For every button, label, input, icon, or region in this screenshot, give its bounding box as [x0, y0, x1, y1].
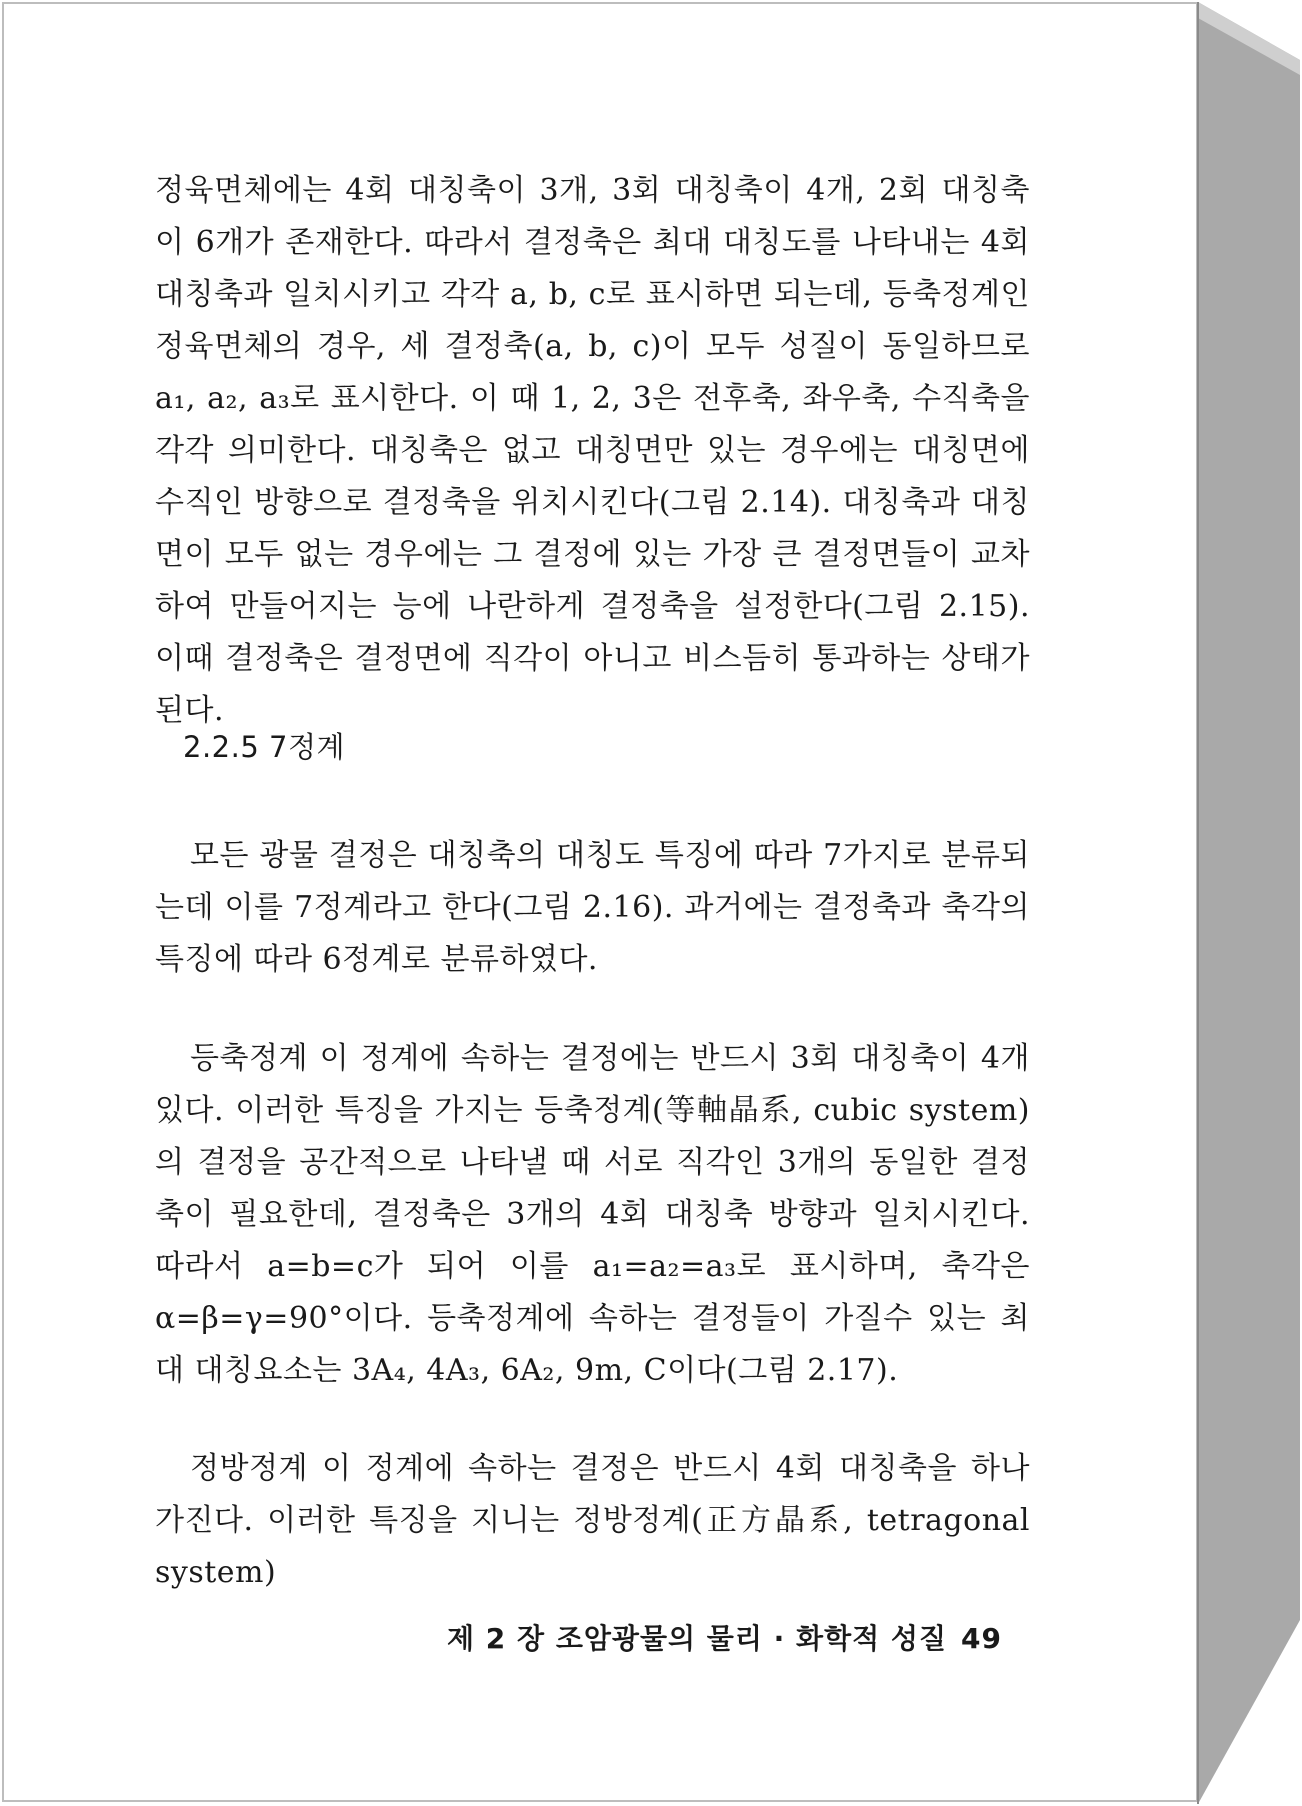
- paragraph-text: 정방정계 이 정계에 속하는 결정은 반드시 4회 대칭축을 하나 가진다. 이러한 특징을 지니는 정방정계(正方晶系, tetragonal system): [155, 1451, 1030, 1590]
- section-heading: 2.2.5 7정계: [183, 730, 345, 764]
- paragraph-seven-systems: [155, 830, 1030, 986]
- paragraph-cubic-system: [155, 1033, 1030, 1397]
- paragraph-text: 모든 광물 결정은 대칭축의 대칭도 특징에 따라 7가지로 분류되는데 이를 7정계라고 한다(그림 2.16). 과거에는 결정축과 축각의 특징에 따라 6정계로 분류하였다.: [155, 838, 1030, 977]
- paragraph-text: 정육면체에는 4회 대칭축이 3개, 3회 대칭축이 4개, 2회 대칭축이 6개가 존재한다. 따라서 결정축은 최대 대칭도를 나타내는 4회 대칭축과 일치시키고 각각 a, b, c로 표시하면 되는데, 등축정계인 정육면체의 경우, 세 결정축(a, b, c)이 모두 성질이 동일하므로 a₁, a₂, a₃로 표시한다. 이 때 1, 2, 3은 전후축, 좌우축, 수직축을 각각 의미한다. 대칭축은 없고 대칭면만 있는 경우에는 대칭면에 수직인 방향으로 결정축을 위치시킨다(그림 2.14). 대칭축과 대칭면이 모두 없는 경우에는 그 결정에 있는 가장 큰 결정면들이 교차하여 만들어지는 능에 나란하게 결정축을 설정한다(그림 2.15). 이때 결정축은 결정면에 직각이 아니고 비스듬히 통과하는 상태가 된다.: [155, 173, 1030, 728]
- paragraph-tetragonal-system: [155, 1443, 1030, 1599]
- paragraph-text: 등축정계 이 정계에 속하는 결정에는 반드시 3회 대칭축이 4개 있다. 이러한 특징을 가지는 등축정계(等軸晶系, cubic system)의 결정을 공간적으로 나타낼 때 서로 직각인 3개의 동일한 결정축이 필요한데, 결정축은 3개의 4회 대칭축 방향과 일치시킨다. 따라서 a=b=c가 되어 이를 a₁=a₂=a₃로 표시하며, 축각은 α=β=γ=90°이다. 등축정계에 속하는 결정들이 가질수 있는 최대 대칭요소는 3A₄, 4A₃, 6A₂, 9m, C이다(그림 2.17).: [155, 1041, 1030, 1388]
- page-number: 49: [961, 1622, 1002, 1655]
- running-footer: [447, 1617, 1002, 1657]
- paragraph-symmetry-axes: [155, 165, 1030, 737]
- chapter-title: 제 2 장 조암광물의 물리 · 화학적 성질: [447, 1622, 948, 1655]
